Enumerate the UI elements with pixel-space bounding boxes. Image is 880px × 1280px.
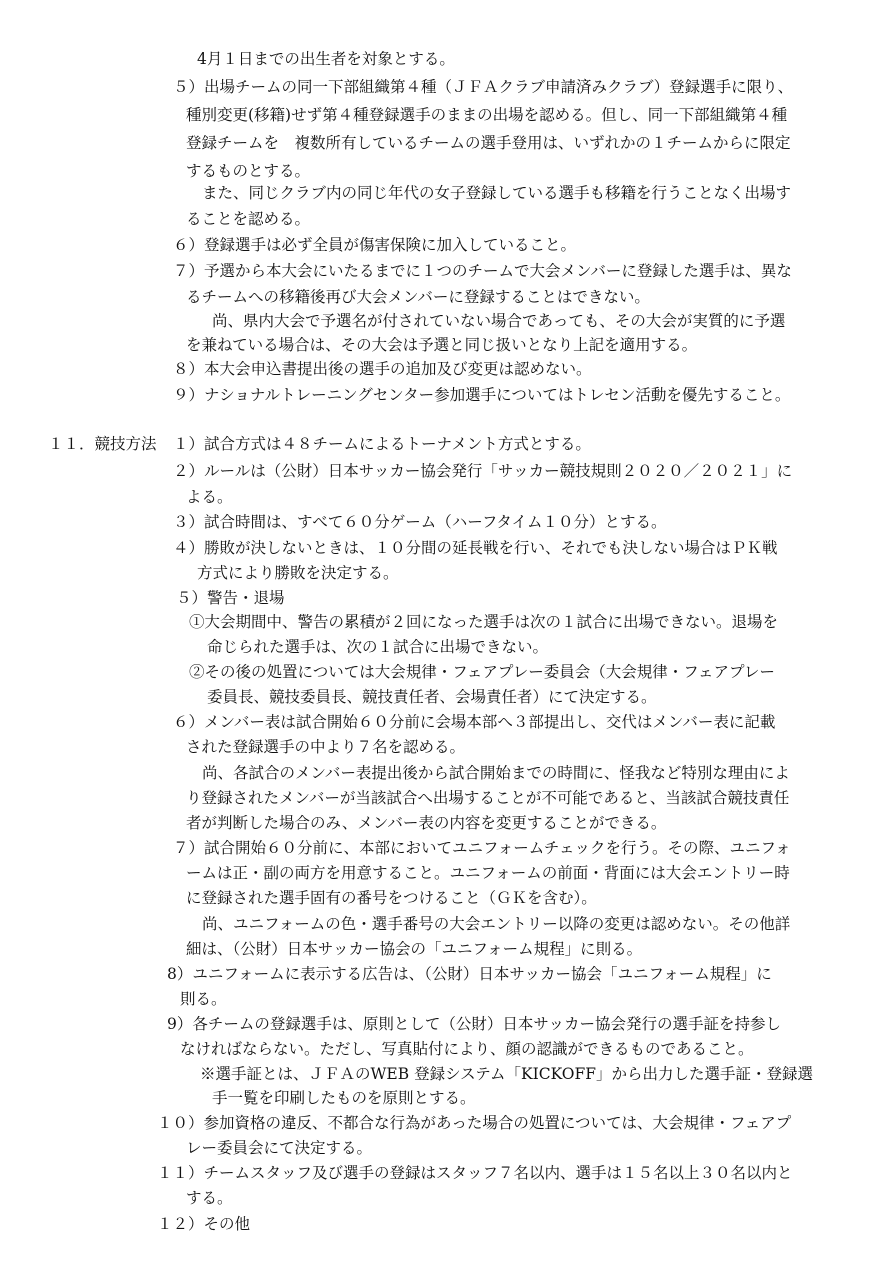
text-line: 方式により勝敗を決定する。 xyxy=(197,564,399,582)
text-line: ９）ナショナルトレーニングセンター参加選手についてはトレセン活動を優先すること。 xyxy=(173,386,791,404)
text-line: 尚、県内大会で予選名が付されていない場合であっても、その大会が実質的に予選 xyxy=(212,312,786,330)
text-line: する。 xyxy=(186,1189,233,1207)
text-line: ２）ルールは（公財）日本サッカー協会発行「サッカー競技規則２０２０／２０２１」に xyxy=(173,462,793,480)
text-line: 登録チームを 複数所有しているチームの選手登用は、いずれかの１チームからに限定 xyxy=(186,134,791,152)
text-line: に登録された選手固有の番号をつけること（ＧＫを含む）。 xyxy=(186,889,597,907)
text-line: 細は、（公財）日本サッカー協会の「ユニフォーム規程」に則る。 xyxy=(186,940,643,958)
text-line: ５）警告・退場 xyxy=(176,589,285,607)
text-line: 尚、各試合のメンバー表提出後から試合開始までの時間に、怪我など特別な理由によ xyxy=(202,764,790,782)
text-line: するものとする。 xyxy=(186,162,311,180)
text-line: なければならない。ただし、写真貼付により、顔の認識ができるものであること。 xyxy=(180,1040,754,1058)
text-line: また、同じクラブ内の同じ年代の女子登録している選手も移籍を行うことなく出場す xyxy=(202,184,792,202)
text-line: ３）試合時間は、すべて６０分ゲーム（ハーフタイム１０分）とする。 xyxy=(173,513,667,531)
text-line: ７）予選から本大会にいたるまでに１つのチームで大会メンバーに登録した選手は、異な xyxy=(173,262,792,280)
text-line: ５）出場チームの同一下部組織第４種（ＪＦＡクラブ申請済みクラブ）登録選手に限り、 xyxy=(173,78,794,96)
text-line: 則る。 xyxy=(180,990,227,1008)
text-line: １２）その他 xyxy=(157,1215,251,1233)
text-line: １０）参加資格の違反、不都合な行為があった場合の処置については、大会規律・フェアプ xyxy=(157,1114,792,1132)
text-line: ６）メンバー表は試合開始６０分前に会場本部へ３部提出し、交代はメンバー表に記載 xyxy=(173,713,776,731)
text-line: ※選手証とは、ＪＦＡのWEB 登録システム「KICKOFF」から出力した選手証・登録選 xyxy=(200,1065,813,1083)
text-line: 種別変更(移籍)せず第４種登録選手のままの出場を認める。但し、同一下部組織第４種 xyxy=(186,106,788,124)
text-line: 命じられた選手は、次の１試合に出場できない。 xyxy=(207,638,549,656)
text-line: １１）チームスタッフ及び選手の登録はスタッフ７名以内、選手は１５名以上３０名以内と xyxy=(157,1164,793,1182)
text-line: 尚、ユニフォームの色・選手番号の大会エントリー以降の変更は認めない。その他詳 xyxy=(202,915,791,933)
text-line: 9）各チームの登録選手は、原則として（公財）日本サッカー協会発行の選手証を持参し xyxy=(167,1015,782,1033)
text-line: を兼ねている場合は、その大会は予選と同じ扱いとなり上記を適用する。 xyxy=(186,336,698,354)
text-line: ームは正・副の両方を用意すること。ユニフォームの前面・背面には大会エントリー時 xyxy=(186,864,790,882)
text-line: １）試合方式は４８チームによるトーナメント方式とする。 xyxy=(173,435,591,453)
text-line: ることを認める。 xyxy=(186,210,311,228)
text-line: ６）登録選手は必ず全員が傷害保険に加入していること。 xyxy=(173,236,577,254)
text-line: 委員長、競技委員長、競技責任者、会場責任者）にて決定する。 xyxy=(207,688,657,706)
text-line: ②その後の処置については大会規律・フェアプレー委員会（大会規律・フェアプレー xyxy=(189,663,775,681)
text-line: レー委員会にて決定する。 xyxy=(186,1139,373,1157)
text-line: り登録されたメンバーが当該試合へ出場することが不可能であると、当該試合競技責任 xyxy=(186,789,790,807)
text-line: 手一覧を印刷したものを原則とする。 xyxy=(212,1089,476,1107)
text-line: された登録選手の中より７名を認める。 xyxy=(186,738,466,756)
text-line: よる。 xyxy=(186,488,233,506)
text-line: るチームへの移籍後再び大会メンバーに登録することはできない。 xyxy=(186,288,650,306)
text-line: ７）試合開始６０分前に、本部においてユニフォームチェックを行う。その際、ユニフォ xyxy=(173,839,791,857)
text-line: 者が判断した場合のみ、メンバー表の内容を変更することができる。 xyxy=(186,814,667,832)
section-heading: １１．競技方法 xyxy=(48,435,157,453)
text-line: ①大会期間中、警告の累積が２回になった選手は次の１試合に出場できない。退場を xyxy=(189,613,779,631)
text-line: ８）本大会申込書提出後の選手の追加及び変更は認めない。 xyxy=(173,360,592,378)
text-line: 8）ユニフォームに表示する広告は、（公財）日本サッカー協会「ユニフォーム規程」に xyxy=(167,965,772,983)
text-line: 4月１日までの出生者を対象とする。 xyxy=(197,50,455,68)
text-line: ４）勝敗が決しないときは、１０分間の延長戦を行い、それでも決しない場合はＰＫ戦 xyxy=(173,539,778,557)
